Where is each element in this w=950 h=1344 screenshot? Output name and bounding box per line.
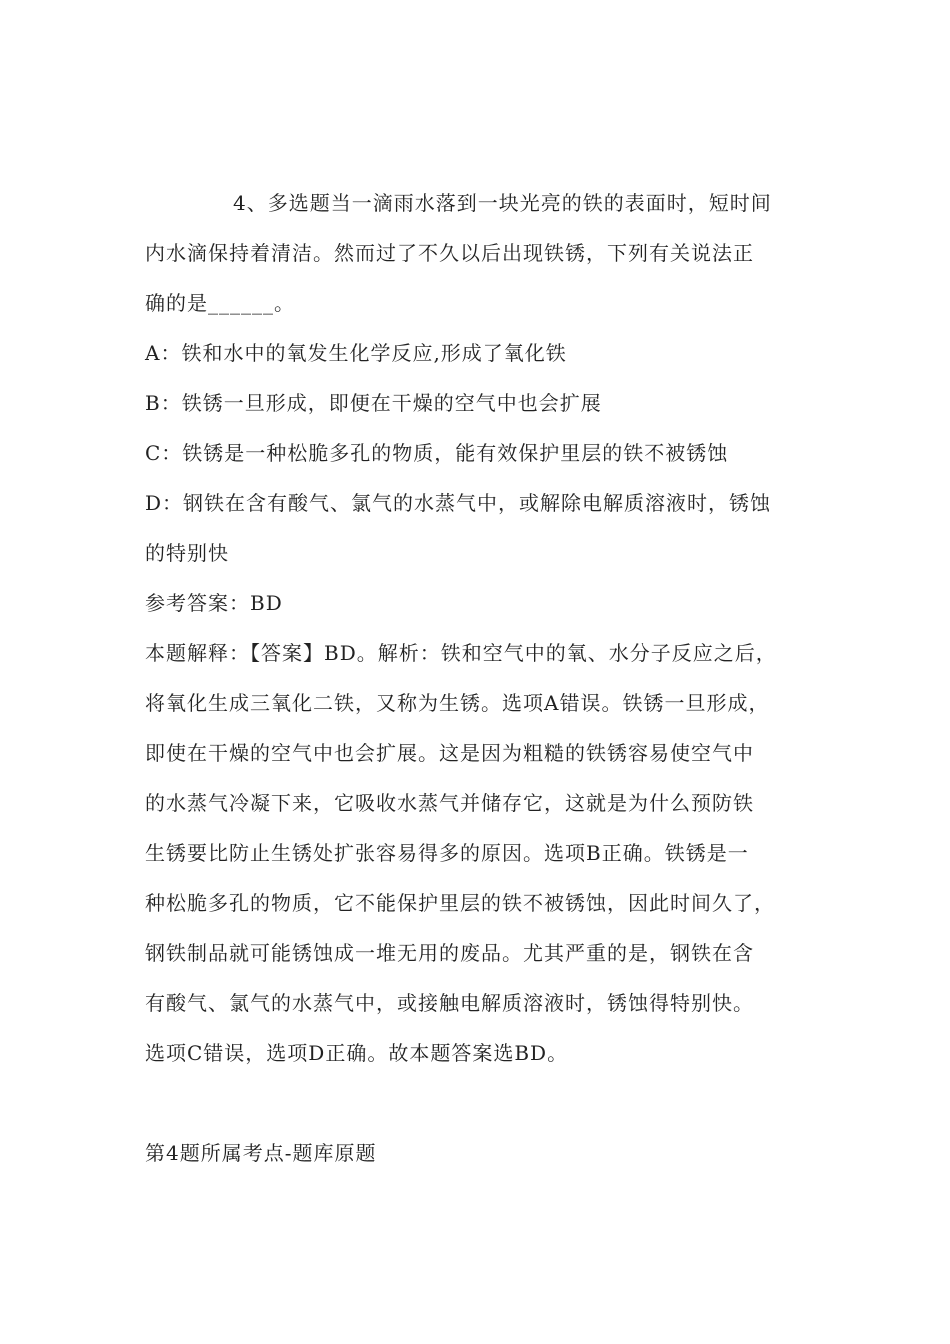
option-d-line-1: D：钢铁在含有酸气、氯气的水蒸气中，或解除电解质溶液时，锈蚀 [145,491,772,515]
question-line-1: 4、多选题当一滴雨水落到一块光亮的铁的表面时，短时间 [233,191,772,215]
explanation-line-6: 种松脆多孔的物质，它不能保护里层的铁不被锈蚀，因此时间久了， [145,891,775,915]
explanation-line-3: 即使在干燥的空气中也会扩展。这是因为粗糙的铁锈容易使空气中 [145,741,754,765]
explanation-line-5: 生锈要比防止生锈处扩张容易得多的原因。选项B正确。铁锈是一 [145,841,749,865]
question-line-2: 内水滴保持着清洁。然而过了不久以后出现铁锈，下列有关说法正 [145,241,754,265]
explanation-line-8: 有酸气、氯气的水蒸气中，或接触电解质溶液时，锈蚀得特别快。 [145,991,754,1015]
option-c: C：铁锈是一种松脆多孔的物质，能有效保护里层的铁不被锈蚀 [145,441,729,465]
option-b: B：铁锈一旦形成，即便在干燥的空气中也会扩展 [145,391,602,415]
topic-label: 第4题所属考点-题库原题 [145,1141,377,1165]
explanation-line-1: 本题解释：【答案】BD。解析：铁和空气中的氧、水分子反应之后， [145,641,777,665]
question-content [145,178,825,1178]
explanation-line-7: 钢铁制品就可能锈蚀成一堆无用的废品。尤其严重的是，钢铁在含 [145,941,754,965]
option-d-line-2: 的特别快 [145,541,229,565]
explanation-line-9: 选项C错误，选项D正确。故本题答案选BD。 [145,1041,569,1065]
explanation-line-4: 的水蒸气冷凝下来，它吸收水蒸气并储存它，这就是为什么预防铁 [145,791,754,815]
reference-answer: 参考答案：BD [145,591,283,615]
question-line-3: 确的是______。 [145,291,295,315]
spacer [145,1078,825,1128]
explanation-line-2: 将氧化生成三氧化二铁，又称为生锈。选项A错误。铁锈一旦形成， [145,691,770,715]
option-a: A：铁和水中的氧发生化学反应,形成了氧化铁 [145,341,567,365]
